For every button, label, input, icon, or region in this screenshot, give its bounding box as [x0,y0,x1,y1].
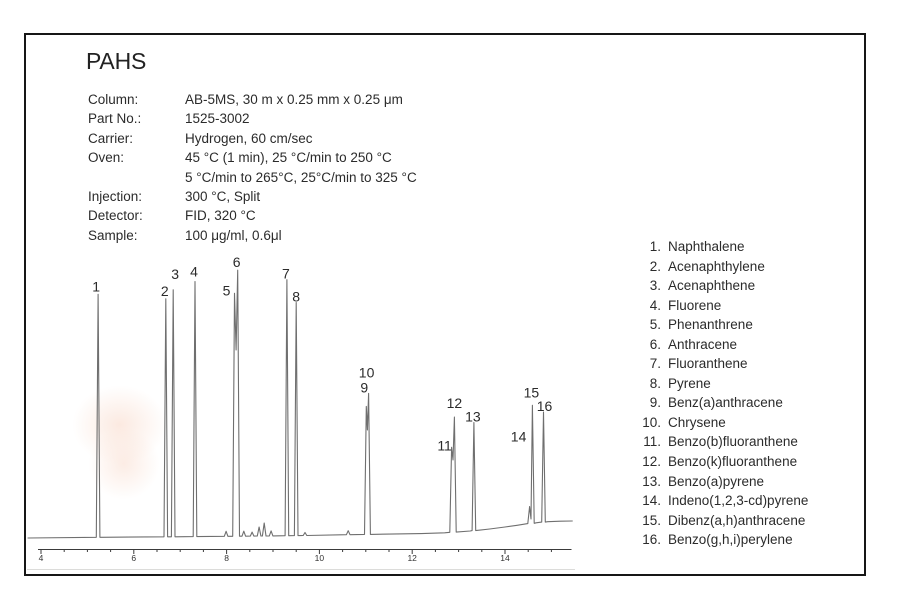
legend-item-name: Naphthalene [668,239,745,254]
x-axis-tick-label: 12 [407,553,417,563]
info-label: Detector: [88,208,143,224]
legend-item [636,491,808,511]
peak-label-7: 7 [282,265,290,282]
legend-item [636,472,808,492]
info-value: 5 °C/min to 265°C, 25°C/min to 325 °C [185,169,417,185]
x-axis-tick-label: 10 [314,553,325,563]
legend-item [636,354,808,374]
x-axis-tick-label: 8 [224,553,229,563]
legend-item-number: 9. [649,395,661,411]
chromatogram-trace [28,270,572,538]
x-axis-tick-label: 14 [500,553,510,563]
legend-item-name: Fluorene [668,297,722,313]
legend-item-name: Dibenz(a,h)anthracene [668,512,806,528]
legend-item-number: 3. [649,278,661,294]
legend-item [636,432,808,452]
legend-item-name: Benz(a)anthracene [668,395,783,411]
info-value: AB-5MS, 30 m x 0.25 mm x 0.25 μm [185,92,403,107]
info-label: Sample: [88,227,138,243]
legend-item [636,374,808,394]
peak-label-15: 15 [523,384,540,401]
legend-item-name: Chrysene [668,414,726,430]
legend-item-name: Fluoranthene [668,356,748,372]
legend-item [636,276,808,296]
legend-item-name: Benzo(a)pyrene [668,473,765,489]
legend-item-number: 10. [642,414,661,430]
legend-item-name: Benzo(g,h,i)perylene [668,532,793,548]
legend-item-name: Acenaphthylene [668,258,765,274]
legend-item [636,257,808,277]
peak-label-1: 1 [92,278,100,295]
peak-label-6: 6 [232,254,241,271]
legend-item-number: 11. [643,434,661,450]
legend-item [636,315,808,335]
legend-item-name: Indeno(1,2,3-cd)pyrene [668,493,809,509]
info-label: Injection: [88,189,143,205]
legend-item-number: 7. [649,356,661,372]
peak-label-5: 5 [222,282,231,299]
peak-label-16: 16 [536,398,553,415]
peak-label-11: 11 [437,437,452,454]
scan-artifact-line [27,569,575,570]
legend-item-number: 16. [642,532,661,548]
legend-item-name: Acenaphthene [668,278,756,294]
legend-item [636,393,808,413]
peak-label-10: 10 [358,364,375,381]
legend-item-number: 1. [649,239,661,254]
info-label: Carrier: [88,130,134,146]
info-value: Hydrogen, 60 cm/sec [185,130,313,146]
info-value: 1525-3002 [185,111,250,127]
info-label: Column: [88,92,139,107]
peak-label-13: 13 [465,408,481,425]
x-axis-tick-label: 6 [131,553,137,563]
legend-item [636,335,808,355]
peak-legend [636,237,808,550]
page-title: PAHS [86,48,147,74]
legend-item-number: 6. [649,336,661,352]
peak-label-12: 12 [446,395,463,412]
info-label: Oven: [88,150,125,166]
legend-item [636,530,808,550]
legend-item-number: 14. [642,493,661,509]
legend-item-name: Benzo(b)fluoranthene [668,434,798,450]
legend-item-name: Pyrene [668,375,711,391]
legend-item-number: 8. [649,375,661,391]
legend-item-name: Anthracene [668,336,738,352]
legend-item [636,452,808,472]
peak-label-2: 2 [160,282,169,299]
legend-item [636,237,808,257]
legend-item-number: 15. [642,512,661,528]
peak-label-8: 8 [292,288,301,305]
peak-label-4: 4 [190,263,198,280]
info-value: 300 °C, Split [185,189,261,205]
legend-item-number: 12. [642,454,661,470]
legend-item-number: 4. [649,297,661,313]
legend-item-name: Phenanthrene [668,317,753,333]
legend-item-number: 5. [649,317,661,333]
info-label: Part No.: [88,111,142,127]
info-value: 45 °C (1 min), 25 °C/min to 250 °C [185,150,392,166]
legend-item-number: 2. [649,258,661,274]
legend-item [636,296,808,316]
peak-label-14: 14 [510,428,527,445]
legend-item [636,511,808,531]
info-value: FID, 320 °C [185,208,256,224]
legend-item-name: Benzo(k)fluoranthene [668,454,798,470]
legend-item-number: 13. [642,473,661,489]
peak-label-3: 3 [171,265,180,282]
peak-label-9: 9 [360,379,369,396]
info-value: 100 μg/ml, 0.6μl [185,227,282,243]
x-axis-tick-label: 4 [38,553,44,563]
legend-item [636,413,808,433]
